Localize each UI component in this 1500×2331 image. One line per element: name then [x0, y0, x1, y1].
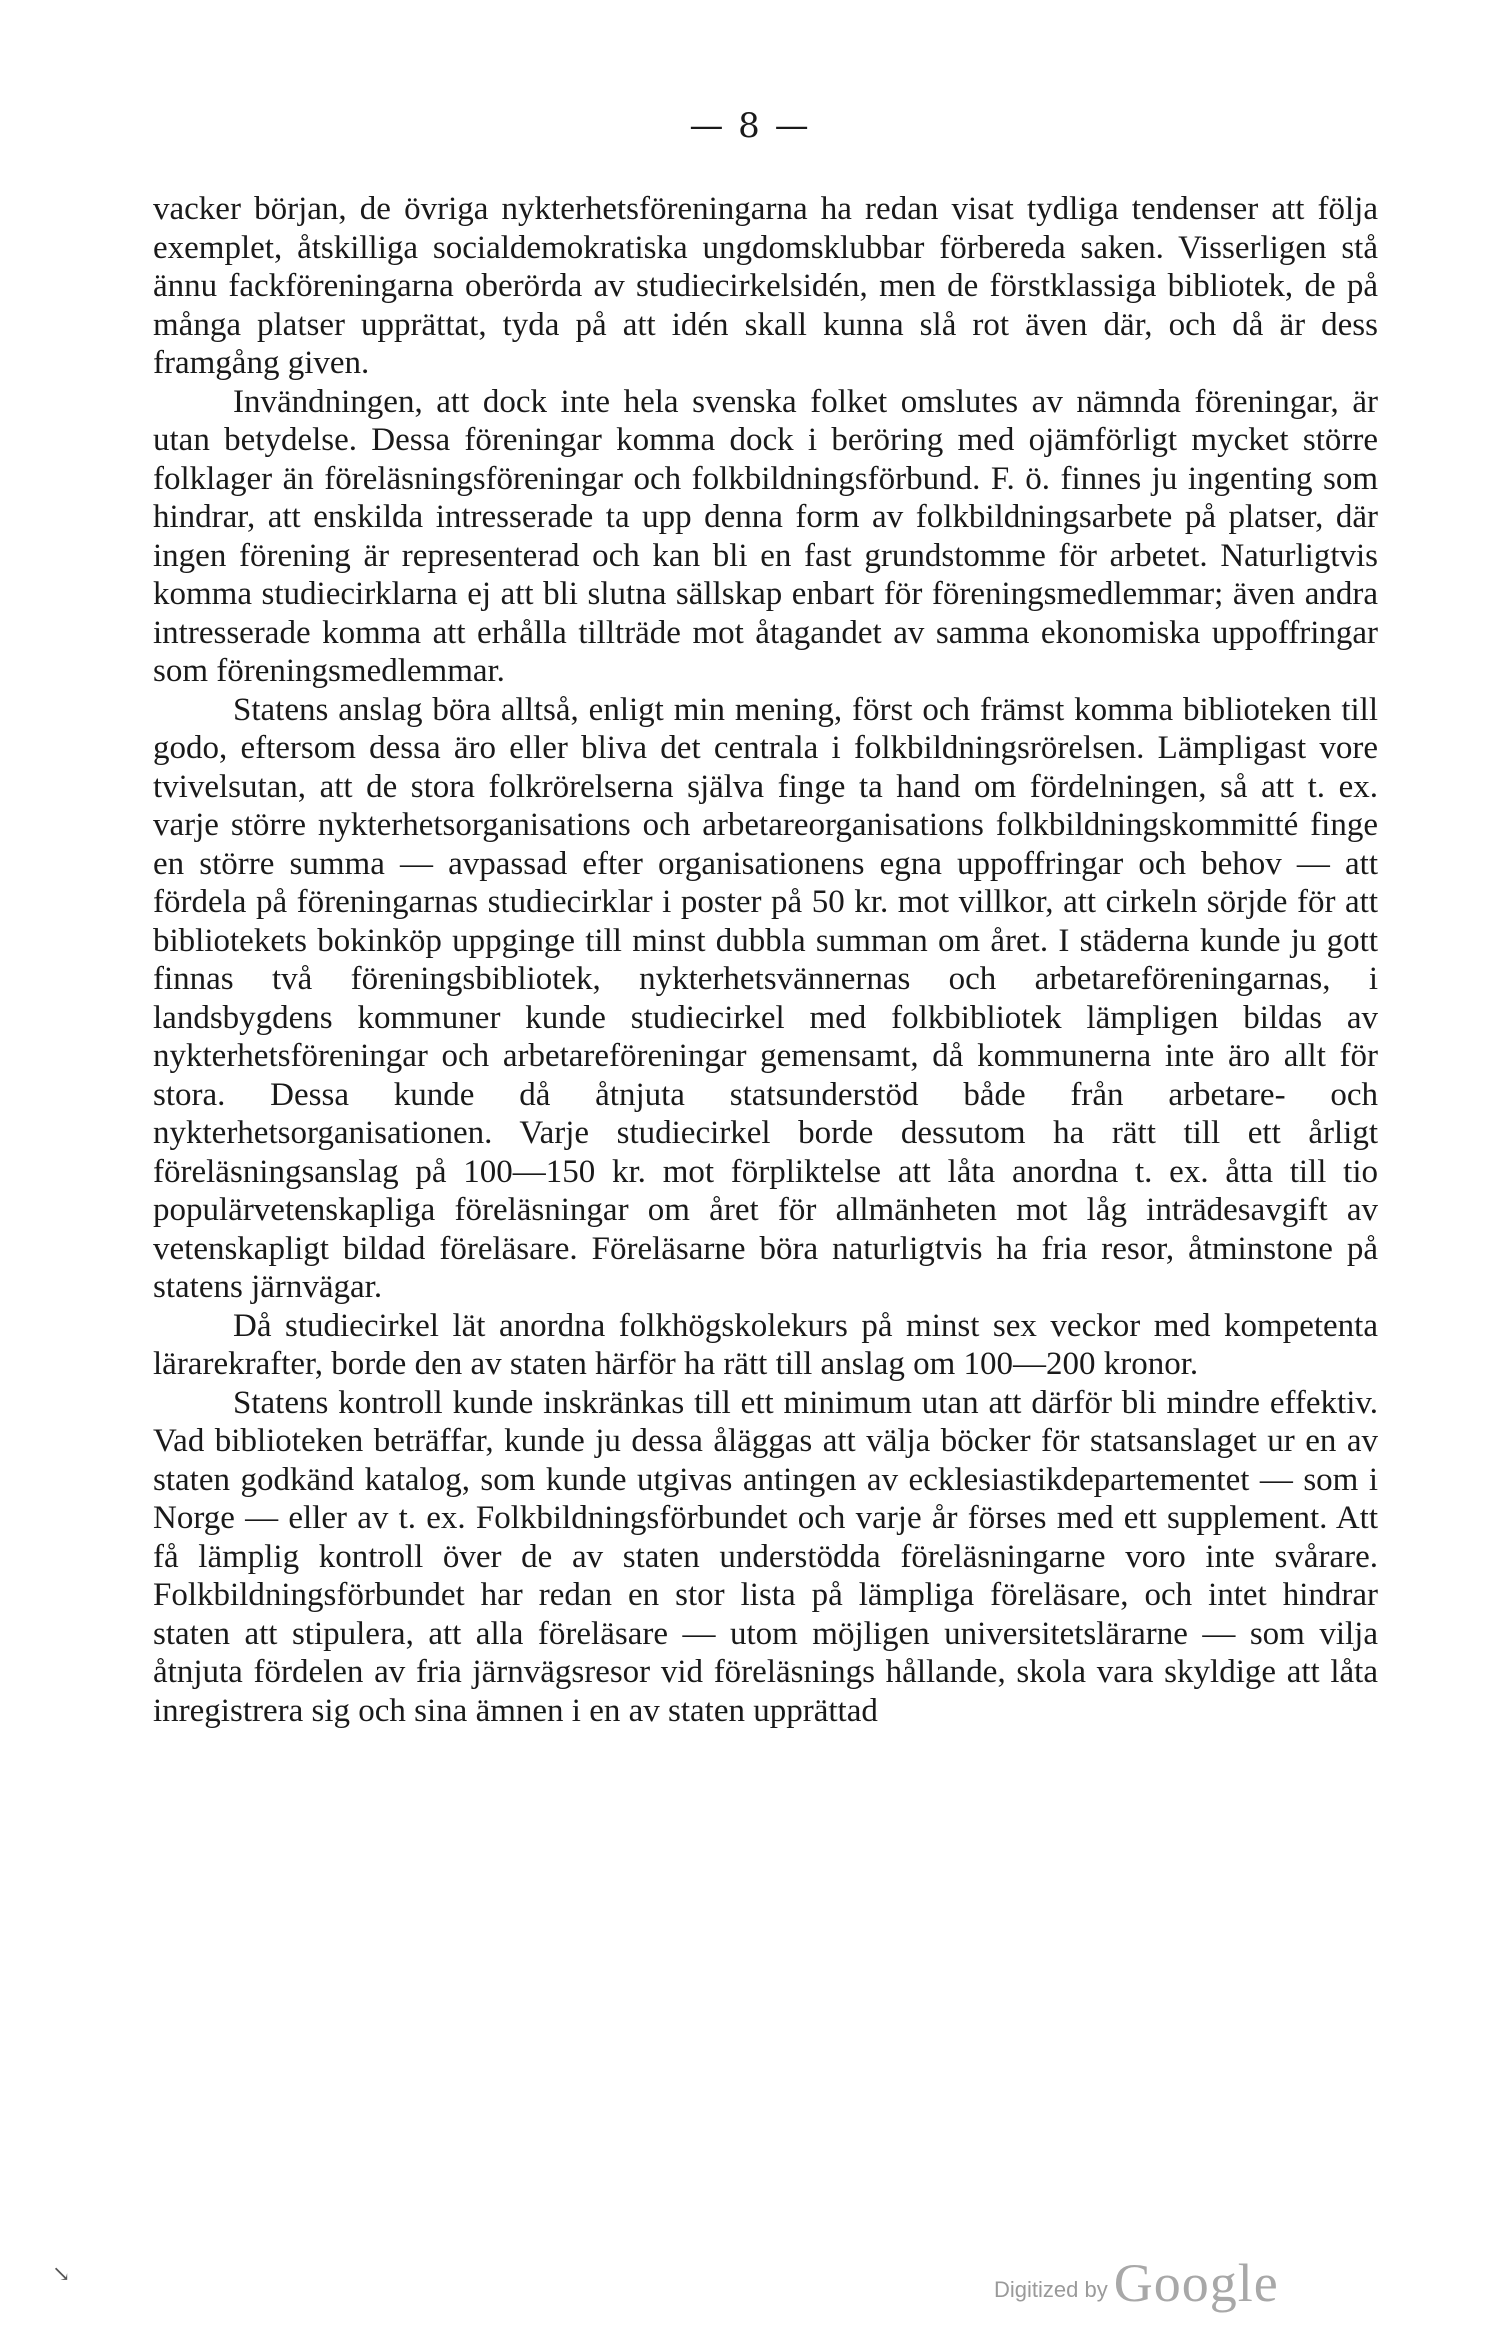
- page-number: — 8 —: [689, 106, 811, 146]
- paragraph-4: Då studiecirkel lät anordna folkhögskolekurs på minst sex veckor med kompetenta lärarekrafter, borde den av staten härför ha rätt till anslag om 100—200 kronor.: [153, 1307, 1378, 1382]
- scan-mark-icon: ↘: [52, 2262, 71, 2287]
- paragraph-3: Statens anslag böra alltså, enligt min mening, först och främst komma biblioteken till godo, eftersom dessa äro eller bliva det centrala i folkbildningsrörelsen. Lämpligast vore tvivelsutan, att de stora folkrörelserna själva finge ta hand om fördelningen, så att t. ex. varje större nykterhetsorganisations och arbetareorganisations folkbildningskommitté finge en större summa — avpassad efter organisationens egna uppoffringar och behov — att fördela på föreningarnas studiecirklar i poster på 50 kr. mot villkor, att cirkeln sörjde för att bibliotekets bokinköp uppginge till minst dubbla summan om året. I städerna kunde ju gott finnas två föreningsbibliotek, nykterhetsvännernas och arbetareföreningarnas, i landsbygdens kommuner kunde studiecirkel med folkbibliotek lämpligen bildas av nykterhetsföreningar och arbetareföreningar gemensamt, då kommunerna inte äro allt för stora. Dessa kunde då åtnjuta statsunderstöd både från arbetare- och nykterhetsorganisationen. Varje studiecirkel borde dessutom ha rätt till ett årligt föreläsningsanslag på 100—150 kr. mot förpliktelse att låta anordna t. ex. åtta till tio populärvetenskapliga föreläsningar om året för allmänheten mot låg inträdesavgift av vetenskapligt bildad föreläsare. Föreläsarne böra naturligtvis ha fria resor, åtminstone på statens järnvägar.: [153, 691, 1378, 1305]
- paragraph-5: Statens kontroll kunde inskränkas till ett minimum utan att därför bli mindre effektiv. Vad biblioteken beträffar, kunde ju dessa åläggas att välja böcker för statsanslaget ur en av staten godkänd katalog, som kunde utgivas antingen av ecklesiastikdepartementet — som i Norge — eller av t. ex. Folkbildningsförbundet och varje år förses med ett supplement. Att få lämplig kontroll över de av staten understödda föreläsningarne voro inte svårare. Folkbildningsförbundet har redan en stor lista på lämpliga föreläsare, och intet hindrar staten att stipulera, att alla föreläsare — utom möjligen universitetslärarne — som vilja åtnjuta fördelen av fria järnvägsresor vid föreläsnings hållande, skola vara skyldige att låta inregistrera sig och sina ämnen i en av staten upprättad: [153, 1384, 1378, 1729]
- digitized-by-watermark: [994, 2248, 1279, 2318]
- google-logo: Google: [1113, 2253, 1279, 2313]
- paragraph-2: Invändningen, att dock inte hela svenska folket omslutes av nämnda föreningar, är utan betydelse. Dessa föreningar komma dock i beröring med ojämförligt mycket större folklager än föreläsningsföreningar och folkbildningsförbund. F. ö. finnes ju ingenting som hindrar, att enskilda intresserade ta upp denna form av folkbildningsarbete på platser, där ingen förening är representerad och kan bli en fast grundstomme för arbetet. Naturligtvis komma studiecirklarna ej att bli slutna sällskap enbart för föreningsmedlemmar; även andra intresserade komma att erhålla tillträde mot åtagandet av samma ekonomiska uppoffringar som föreningsmedlemmar.: [153, 383, 1378, 689]
- body-text: [153, 190, 1378, 1730]
- digitized-by-label: Digitized by: [994, 2277, 1108, 2302]
- paragraph-1: vacker början, de övriga nykterhetsföreningarna ha redan visat tydliga tendenser att följa exemplet, åtskilliga socialdemokratiska ungdomsklubbar förbereda saken. Visserligen stå ännu fackföreningarna oberörda av studiecirkelsidén, men de förstklassiga bibliotek, de på många platser upprättat, tyda på att idén skall kunna slå rot även där, och då är dess framgång given.: [153, 191, 1378, 381]
